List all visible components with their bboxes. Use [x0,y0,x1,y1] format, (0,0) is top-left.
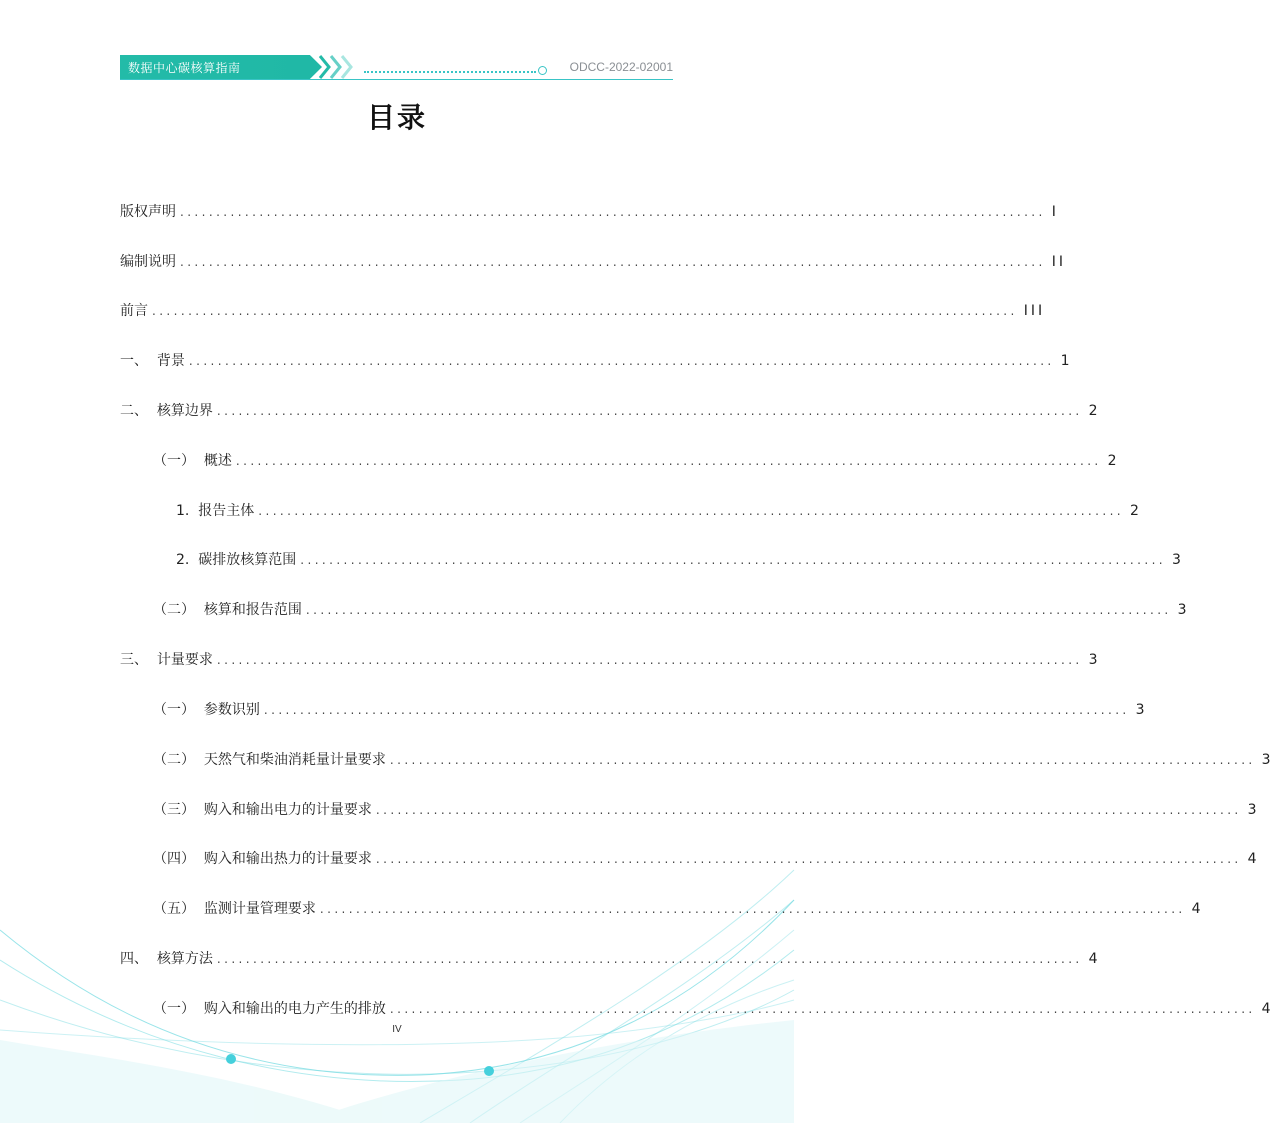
page-title: 目录 [366,101,427,134]
toc-entry-page: I [1051,204,1059,220]
toc-entry-label: 碳排放核算范围 [198,552,297,568]
toc-entry-page: 4 [1088,951,1101,967]
toc-entry-number: （一） [153,702,204,718]
toc-entry-number: 四、 [120,951,157,967]
toc-entry-label: 监测计量管理要求 [203,901,316,917]
toc-entry-page: 3 [1177,602,1190,618]
toc-entry-label: 天然气和柴油消耗量计量要求 [203,752,386,768]
toc-entry-page: 3 [1088,652,1101,668]
toc-entry-page: 2 [1107,453,1120,469]
toc-dot-leader: ........................................................................................................................ [389,1002,1256,1016]
toc-dot-leader: ........................................................................................................................ [216,404,1083,418]
toc-entry[interactable] [153,999,1274,1019]
toc-dot-leader: ........................................................................................................................ [375,803,1242,817]
toc-entry-number: 一、 [120,353,157,369]
document-code: ODCC-2022-02001 [569,60,673,74]
toc-dot-leader: ........................................................................................................................ [180,205,1046,219]
toc-entry-number: （一） [153,453,204,469]
toc-dot-leader: ........................................................................................................................ [188,354,1055,368]
toc-entry-page: II [1051,254,1066,270]
toc-entry-number: 二、 [120,403,157,419]
toc-entry[interactable] [176,501,1142,521]
toc-entry-number: （三） [153,802,204,818]
toc-entry[interactable] [153,800,1260,820]
toc-dot-leader: ........................................................................................................................ [235,454,1102,468]
toc-entry-label: 购入和输出热力的计量要求 [203,851,372,867]
toc-entry-label: 计量要求 [156,652,213,668]
toc-entry-number: （二） [153,602,204,618]
toc-entry-label: 背景 [156,353,185,369]
toc-entry-label: 购入和输出电力的计量要求 [203,802,372,818]
toc-entry-page: 1 [1060,353,1073,369]
toc-entry-page: 2 [1088,403,1101,419]
toc-dot-leader: ........................................................................................................................ [180,255,1046,269]
toc-entry[interactable] [120,650,1101,670]
toc-entry-page: 4 [1247,851,1260,867]
toc-dot-leader: ........................................................................................................................ [258,504,1124,518]
page-number: IV [392,1024,402,1035]
toc-dot-leader: ........................................................................................................................ [216,952,1083,966]
toc-entry-label: 核算和报告范围 [203,602,302,618]
toc-entry[interactable] [153,451,1120,471]
toc-entry-label: 版权声明 [120,204,176,220]
toc-dot-leader: ........................................................................................................................ [152,304,1018,318]
toc-entry-page: 3 [1172,552,1184,568]
toc-dot-leader: ........................................................................................................................ [375,852,1242,866]
toc-dot-leader: ........................................................................................................................ [216,653,1083,667]
toc-entry-page: 4 [1261,1001,1274,1017]
toc-entry-number: （五） [153,901,204,917]
toc-entry[interactable] [176,550,1184,570]
toc-dot-leader: ........................................................................................................................ [389,753,1256,767]
toc-entry-page: 3 [1261,752,1274,768]
toc-dot-leader: ........................................................................................................................ [305,603,1172,617]
toc-entry[interactable] [153,899,1204,919]
toc-entry-label: 购入和输出的电力产生的排放 [203,1001,386,1017]
toc-entry[interactable] [153,750,1274,770]
toc-entry-number: 三、 [120,652,157,668]
toc-entry[interactable] [120,351,1073,371]
toc-entry-page: 4 [1191,901,1204,917]
toc-entry[interactable] [120,401,1101,421]
toc-entry-page: III [1023,303,1046,319]
toc-entry-number: 2. [176,552,199,568]
toc-entry[interactable] [153,600,1190,620]
toc-entry-label: 概述 [203,453,232,469]
document-title: 数据中心碳核算指南 [128,61,241,75]
toc-entry-number: （四） [153,851,204,867]
toc-entry-label: 报告主体 [198,503,255,519]
toc-entry-number: 1. [176,503,199,519]
toc-entry[interactable] [120,202,1059,222]
toc-dot-leader: ........................................................................................................................ [319,902,1186,916]
toc-entry[interactable] [120,252,1066,272]
toc-entry-page: 3 [1247,802,1260,818]
toc-entry-number: （二） [153,752,204,768]
toc-entry[interactable] [153,700,1148,720]
toc-entry-label: 核算边界 [156,403,213,419]
toc-entry[interactable] [153,849,1260,869]
toc-entry-label: 前言 [120,303,148,319]
toc-entry-page: 3 [1135,702,1148,718]
toc-entry-label: 核算方法 [156,951,213,967]
toc-entry-label: 编制说明 [120,254,176,270]
toc-dot-leader: ........................................................................................................................ [300,553,1166,567]
toc-entry-number: （一） [153,1001,204,1017]
toc-dot-leader: ........................................................................................................................ [263,703,1130,717]
toc-entry[interactable] [120,949,1101,969]
toc-entry[interactable] [120,301,1046,321]
toc-entry-page: 2 [1130,503,1142,519]
toc-entry-label: 参数识别 [203,702,260,718]
